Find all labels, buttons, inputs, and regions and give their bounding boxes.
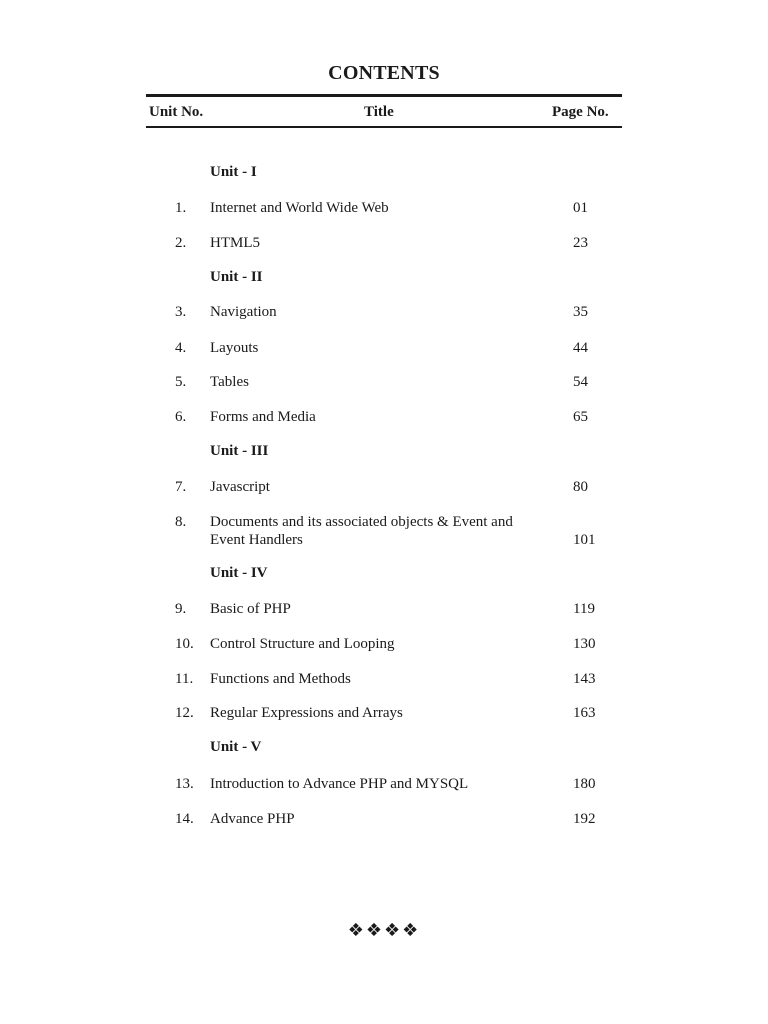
unit-heading: Unit - II — [210, 269, 263, 285]
entry-title: Javascript — [210, 479, 270, 495]
entry-page: 130 — [573, 636, 596, 652]
entry-page: 163 — [573, 705, 596, 721]
entry-title: Advance PHP — [210, 811, 295, 827]
entry-title: Layouts — [210, 340, 259, 356]
entry-number: 8. — [175, 514, 187, 530]
header-title: Title — [364, 104, 394, 120]
page-title: CONTENTS — [328, 62, 440, 84]
entry-number: 3. — [175, 304, 187, 320]
entry-title: Documents and its associated objects & Event and Event Handlers — [210, 514, 513, 548]
entry-number: 13. — [175, 776, 194, 792]
entry-page: 180 — [573, 776, 596, 792]
entry-number: 14. — [175, 811, 194, 827]
entry-number: 2. — [175, 235, 187, 251]
header-page-no: Page No. — [552, 104, 609, 120]
entry-page: 23 — [573, 235, 588, 251]
unit-heading: Unit - I — [210, 164, 257, 180]
entry-page: 01 — [573, 200, 588, 216]
entry-page: 65 — [573, 409, 588, 425]
entry-number: 1. — [175, 200, 187, 216]
entry-page: 101 — [573, 532, 596, 548]
entry-number: 11. — [175, 671, 194, 687]
entry-page: 143 — [573, 671, 596, 687]
end-ornament: ❖❖❖❖ — [347, 920, 421, 941]
entry-number: 5. — [175, 374, 187, 390]
header-unit-no: Unit No. — [149, 104, 204, 120]
entry-title: Tables — [210, 374, 249, 390]
unit-heading: Unit - IV — [210, 565, 268, 581]
entry-page: 44 — [573, 340, 588, 356]
entry-title: Navigation — [210, 304, 277, 320]
entry-number: 9. — [175, 601, 187, 617]
entry-title: Functions and Methods — [210, 671, 351, 687]
entry-page: 192 — [573, 811, 596, 827]
entry-number: 4. — [175, 340, 187, 356]
entry-page: 119 — [573, 601, 595, 617]
entry-title: Basic of PHP — [210, 601, 291, 617]
entry-number: 12. — [175, 705, 194, 721]
entry-page: 35 — [573, 304, 588, 320]
entry-number: 6. — [175, 409, 187, 425]
entry-title: Internet and World Wide Web — [210, 200, 389, 216]
entry-number: 7. — [175, 479, 187, 495]
entry-page: 80 — [573, 479, 588, 495]
entry-number: 10. — [175, 636, 194, 652]
entry-title: Control Structure and Looping — [210, 636, 395, 652]
entry-title: HTML5 — [210, 235, 260, 251]
entry-title: Regular Expressions and Arrays — [210, 705, 403, 721]
entry-title: Forms and Media — [210, 409, 316, 425]
entry-page: 54 — [573, 374, 588, 390]
entry-title: Introduction to Advance PHP and MYSQL — [210, 776, 469, 792]
unit-heading: Unit - V — [210, 739, 262, 755]
unit-heading: Unit - III — [210, 443, 269, 459]
